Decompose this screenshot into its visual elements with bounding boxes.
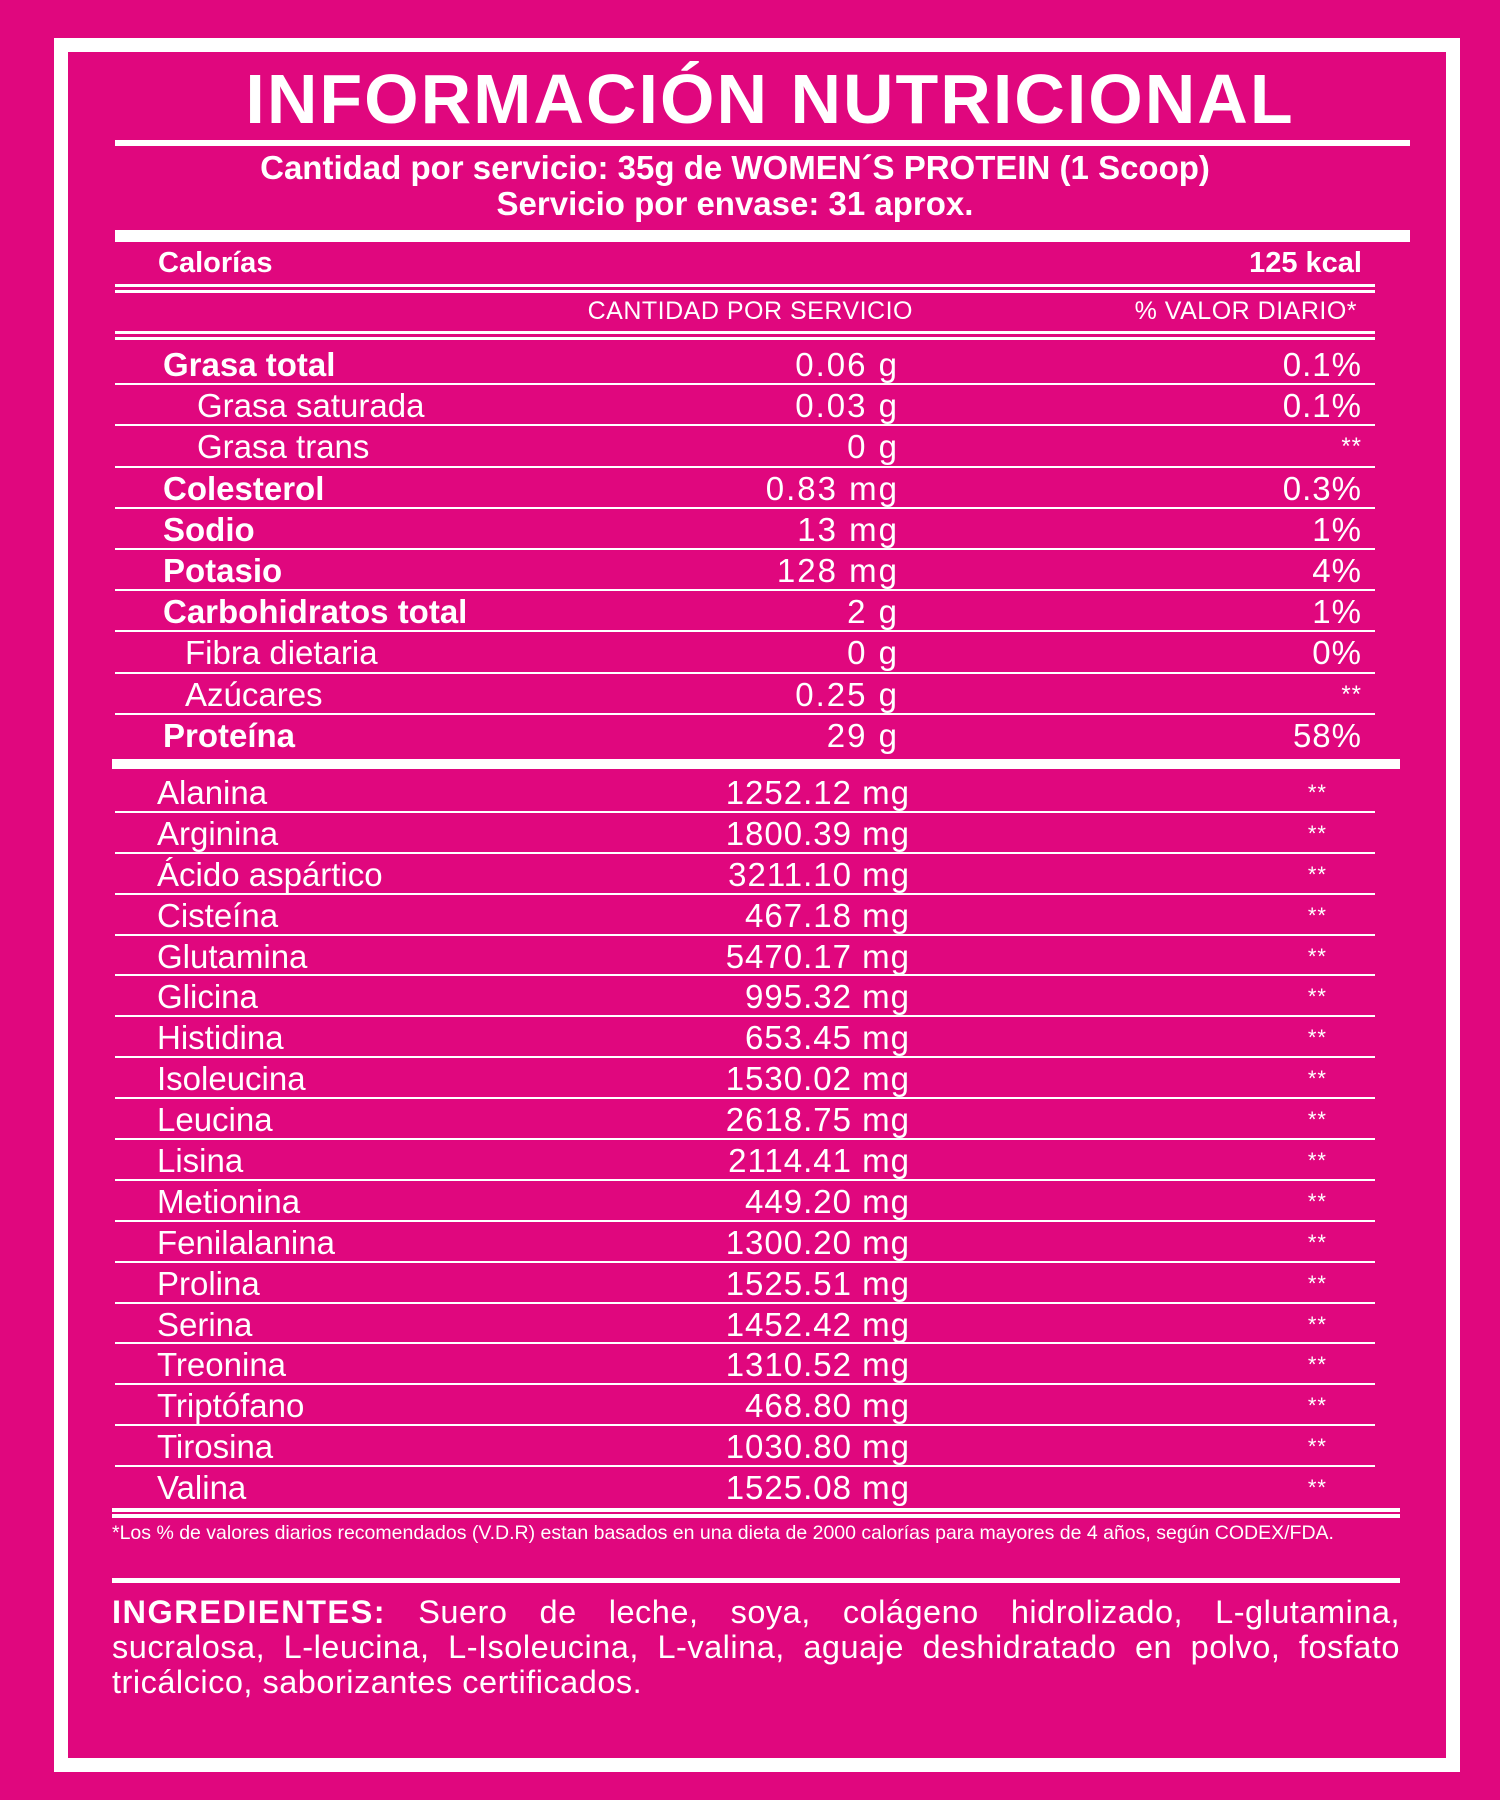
calories-divider [115, 284, 1375, 287]
amino-amount: 1252.12 mg [725, 774, 910, 811]
amino-dv: ** [1307, 1107, 1327, 1133]
amino-dv: ** [1307, 1393, 1327, 1419]
nutrient-amount: 0 g [847, 634, 899, 672]
serving-divider [115, 230, 1410, 242]
amino-row [115, 1058, 1375, 1099]
page-title: INFORMACIÓN NUTRICIONAL [245, 60, 1295, 138]
amino-dv: ** [1307, 1066, 1327, 1092]
amino-name: Tirosina [157, 1428, 274, 1466]
serving-size: Cantidad por servicio: 35g de WOMEN´S PROTEIN (1 Scoop) [260, 149, 1210, 186]
nutrient-amount: 29 g [826, 716, 899, 754]
amino-amount: 1800.39 mg [725, 814, 910, 852]
nutrient-dv: 0.1% [1282, 387, 1362, 425]
amino-row [115, 1099, 1375, 1140]
amino-name: Cisteína [157, 896, 279, 934]
amino-amount: 1530.02 mg [725, 1060, 910, 1098]
header-divider [115, 331, 1375, 334]
calories-row [115, 243, 1375, 283]
nutrient-name: Colesterol [163, 469, 325, 507]
nutrient-row-sodio [115, 509, 1375, 550]
amino-name: Ácido aspártico [157, 855, 383, 893]
nutrient-name: Grasa saturada [197, 387, 425, 425]
amino-name: Isoleucina [157, 1060, 306, 1098]
amino-dv: ** [1307, 861, 1327, 887]
amino-amount: 449.20 mg [745, 1182, 910, 1220]
amino-dv: ** [1307, 1229, 1327, 1255]
amino-name: Glutamina [157, 937, 308, 975]
amino-name: Prolina [157, 1264, 260, 1302]
nutrient-amount: 13 mg [797, 510, 899, 548]
amino-row [115, 772, 1375, 813]
amino-dv: ** [1307, 820, 1327, 846]
nutrient-name: Fibra dietaria [185, 634, 378, 672]
nutrient-row-colesterol [115, 468, 1375, 509]
amino-amount: 1525.51 mg [725, 1264, 910, 1302]
nutrient-amount: 2 g [847, 593, 899, 631]
nutrient-dv: 4% [1312, 551, 1362, 589]
nutrient-amount: 128 mg [776, 551, 899, 589]
amino-name: Fenilalanina [157, 1223, 335, 1261]
amino-row [115, 854, 1375, 895]
amino-name: Treonina [157, 1346, 287, 1384]
amino-name: Alanina [157, 774, 268, 811]
amino-row [115, 813, 1375, 854]
amino-dv: ** [1307, 1475, 1327, 1501]
nutrient-name: Proteína [163, 716, 296, 754]
nutrient-amount: 0.25 g [795, 675, 899, 713]
nutrient-dv: 1% [1312, 593, 1362, 631]
servings-per-container: Servicio por envase: 31 aprox. [496, 185, 974, 222]
amino-acids-table [115, 772, 1375, 1508]
amino-dv: ** [1307, 780, 1327, 805]
nutrient-dv: 0% [1312, 634, 1362, 672]
amino-dv: ** [1307, 1188, 1327, 1214]
footnote-divider-2 [112, 1514, 1400, 1518]
nutrient-amount: 0.06 g [795, 346, 899, 383]
amino-dv: ** [1307, 1352, 1327, 1378]
amino-amount: 995.32 mg [745, 978, 910, 1016]
header-divider-2 [115, 337, 1375, 340]
amino-amount: 3211.10 mg [728, 855, 910, 893]
nutrient-name: Grasa trans [197, 428, 370, 466]
amino-dv: ** [1307, 943, 1327, 969]
amino-amount: 467.18 mg [745, 896, 910, 934]
nutrient-dv: ** [1341, 680, 1362, 708]
nutrient-row-azucares [115, 674, 1375, 715]
amino-name: Valina [157, 1469, 247, 1507]
nutrient-dv: 0.3% [1282, 469, 1362, 507]
title-divider [115, 140, 1410, 146]
calories-label: Calorías [158, 247, 273, 279]
amino-name: Arginina [157, 814, 279, 852]
nutrient-dv: ** [1341, 433, 1362, 461]
nutrient-dv: 1% [1312, 510, 1362, 548]
nutrients-table [115, 344, 1375, 756]
nutrient-name: Carbohidratos total [163, 593, 468, 631]
amino-amount: 1300.20 mg [725, 1223, 910, 1261]
amino-row [115, 1426, 1375, 1467]
amino-dv: ** [1307, 984, 1327, 1010]
amino-row [115, 936, 1375, 977]
protein-divider [112, 759, 1400, 769]
nutrient-dv: 58% [1292, 716, 1362, 754]
ingredients-block [112, 1595, 1400, 1700]
nutrient-row-fibra [115, 632, 1375, 673]
amino-dv: ** [1307, 1148, 1327, 1174]
amino-amount: 1030.80 mg [725, 1428, 910, 1466]
column-header-amount: CANTIDAD POR SERVICIO [587, 297, 913, 325]
ingredients-divider [112, 1578, 1400, 1583]
nutrient-name: Sodio [163, 510, 255, 548]
nutrient-row-grasa-total [115, 344, 1375, 385]
amino-dv: ** [1307, 1025, 1327, 1051]
nutrient-amount: 0 g [847, 428, 899, 466]
nutrient-name: Azúcares [185, 675, 323, 713]
amino-row [115, 1140, 1375, 1181]
amino-row [115, 1263, 1375, 1304]
column-header-daily-value: % VALOR DIARIO* [1134, 297, 1357, 325]
nutrient-amount: 0.83 mg [765, 469, 899, 507]
amino-name: Triptófano [157, 1387, 305, 1425]
footnote-divider [112, 1508, 1400, 1512]
nutrient-row-grasa-saturada [115, 385, 1375, 426]
calories-value: 125 kcal [1249, 247, 1362, 279]
amino-dv: ** [1307, 902, 1327, 928]
daily-value-footnote: *Los % de valores diarios recomendados (V.D.R) estan basados en una dieta de 2000 calorías para mayores de 4 años, según CODEX/FDA. [112, 1522, 1334, 1544]
amino-amount: 1310.52 mg [725, 1346, 910, 1384]
amino-name: Serina [157, 1305, 253, 1343]
amino-row [115, 976, 1375, 1017]
amino-dv: ** [1307, 1270, 1327, 1296]
nutrient-dv: 0.1% [1282, 346, 1362, 383]
serving-info [120, 150, 1350, 222]
amino-amount: 2618.75 mg [725, 1101, 910, 1139]
amino-row [115, 1304, 1375, 1345]
amino-name: Histidina [157, 1019, 284, 1057]
ingredients-text: Suero de leche, soya, colágeno hidrolizado, L-glutamina, sucralosa, L-leucina, L-Isoleucina, L-valina, aguaje deshidratado en polvo, fosfato tricálcico, saborizantes certificados. [112, 1594, 1400, 1700]
amino-amount: 2114.41 mg [728, 1142, 910, 1180]
amino-amount: 653.45 mg [745, 1019, 910, 1057]
amino-row [115, 1467, 1375, 1508]
amino-name: Leucina [157, 1101, 273, 1139]
amino-row [115, 1017, 1375, 1058]
nutrient-row-carbohidratos [115, 591, 1375, 632]
amino-row [115, 1222, 1375, 1263]
amino-amount: 5470.17 mg [725, 937, 910, 975]
amino-row [115, 1181, 1375, 1222]
amino-row [115, 895, 1375, 936]
amino-row [115, 1344, 1375, 1385]
amino-amount: 468.80 mg [745, 1387, 910, 1425]
amino-name: Metionina [157, 1182, 301, 1220]
ingredients-heading: INGREDIENTES: [112, 1594, 387, 1630]
nutrient-row-potasio [115, 550, 1375, 591]
amino-dv: ** [1307, 1434, 1327, 1460]
amino-name: Lisina [157, 1142, 244, 1180]
amino-name: Glicina [157, 978, 258, 1016]
amino-amount: 1525.08 mg [725, 1469, 910, 1507]
amino-dv: ** [1307, 1311, 1327, 1337]
amino-amount: 1452.42 mg [725, 1305, 910, 1343]
nutrient-amount: 0.03 g [795, 387, 899, 425]
nutrient-row-grasa-trans [115, 426, 1375, 467]
nutrient-name: Potasio [163, 551, 283, 589]
nutrient-name: Grasa total [163, 346, 336, 383]
nutrient-row-proteina [115, 715, 1375, 756]
amino-row [115, 1385, 1375, 1426]
